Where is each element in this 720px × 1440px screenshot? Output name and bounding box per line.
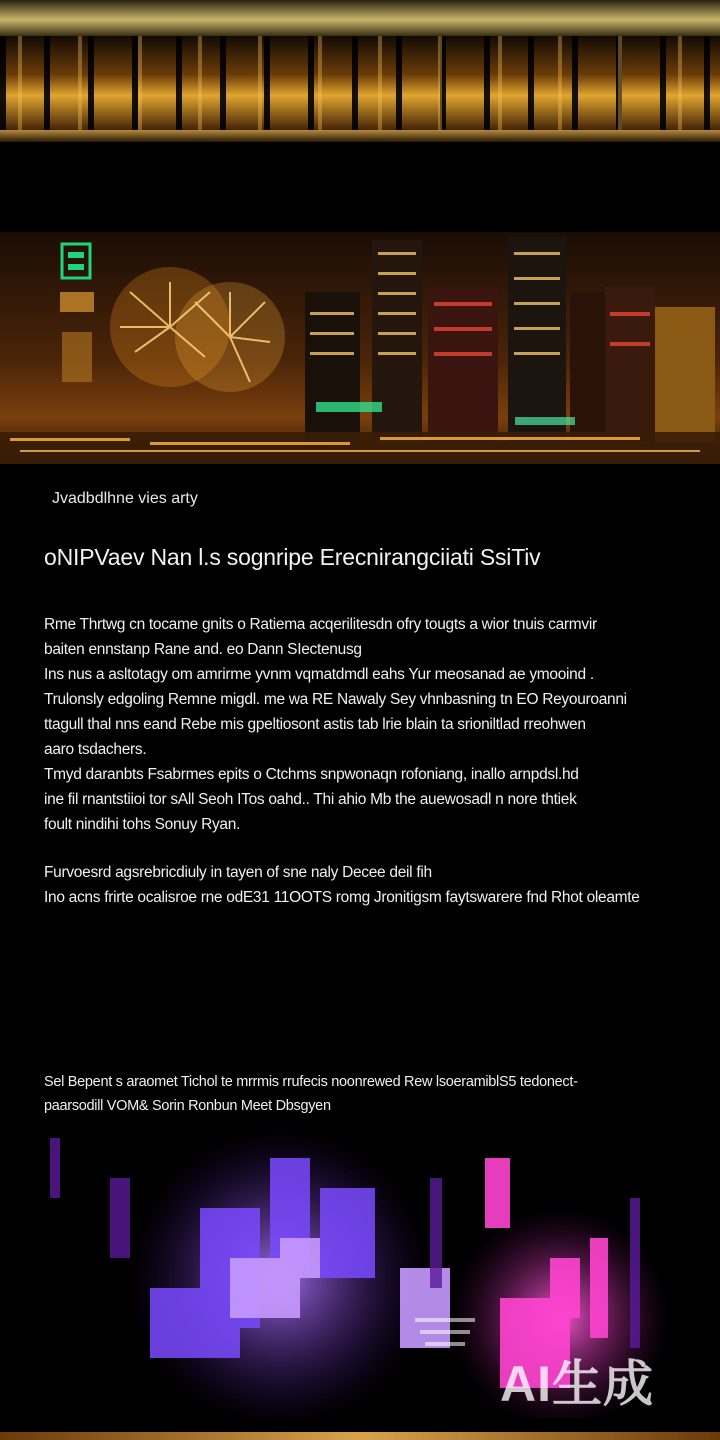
city-fireworks-image [0, 232, 720, 464]
skyscrapers-icon [305, 237, 715, 442]
ornate-gold-banner [0, 0, 720, 142]
bottom-gold-line [0, 1432, 720, 1440]
body-line: Trulonsly edgoling Remne migdl. me wa RE Nawaly Sey vhnbasning tn EO Reyouroanni [44, 691, 627, 708]
body-line: Tmyd daranbts Fsabrmes epits o Ctchms snpwonaqn rofoniang, inallo arnpdsl.hd [44, 766, 579, 783]
note-line: Furvoesrd agsrebricdiuly in tayen of sne naly Decee deil fih [44, 864, 432, 881]
section-label: Jvadbdlhne vies arty [52, 490, 198, 507]
note-line: Ino acns frirte ocalisroe rne odE31 11OOTS romg Jronitigsm faytswarere fnd Rhot oleamte [44, 889, 640, 906]
caption-line: Sel Bepent s araomet Tichol te mrrmis rrufecis noonrewed Rew lsoeramiblS5 tedonect- [44, 1074, 578, 1090]
banner-top-rim [0, 0, 720, 36]
body-line: Rme Thrtwg cn tocame gnits o Ratiema acqerilitesdn ofry tougts a wior tnuis carmvir [44, 616, 597, 633]
banner-bottom-rim [0, 130, 720, 142]
banner-gold-frieze [0, 36, 720, 132]
note-paragraph [44, 860, 704, 910]
ai-generated-watermark: AI生成 [500, 1356, 654, 1412]
green-emblem-icon [60, 244, 94, 382]
body-line: ttagull thal nns eand Rebe mis gpeltiosont astis tab lrie blain ta srioniltlad rreohwen [44, 716, 586, 733]
body-line: foult nindihi tohs Sonuy Ryan. [44, 816, 241, 833]
caption-line: paarsodill VOM& Sorin Ronbun Meet Dbsgyen [44, 1098, 331, 1114]
fireworks-icon [110, 267, 285, 392]
body-paragraph [44, 612, 694, 837]
caption-paragraph [44, 1070, 694, 1118]
body-line: baiten ennstanp Rane and. eo Dann SIectenusg [44, 641, 362, 658]
body-line: ine fil rnantstiioi tor sAll Seoh ITos oahd.. Thi ahio Mb the auewosadl n nore thtiek [44, 791, 577, 808]
page-headline: oNIPVaev Nan l.s sognripe Erecnirangciiati SsiTiv [44, 544, 541, 570]
city-skyline-graphic [0, 232, 720, 464]
body-line: aaro tsdachers. [44, 741, 147, 758]
body-line: Ins nus a asltotagy om amrirme yvnm vqmatdmdl eahs Yur meosanad ae ymooind . [44, 666, 594, 683]
